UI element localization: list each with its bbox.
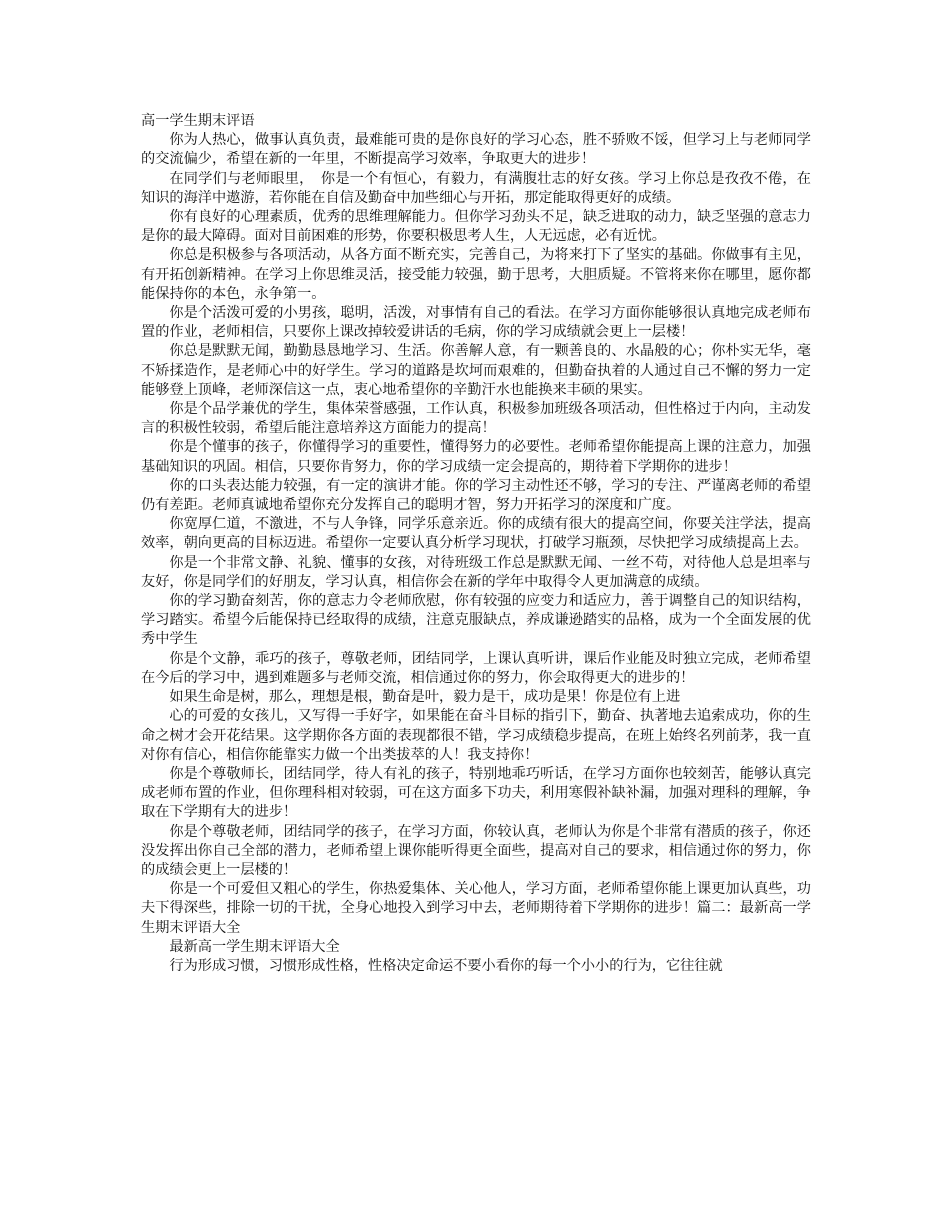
comment-paragraph: 在同学们与老师眼里， 你是一个有恒心，有毅力，有满腹壮志的好女孩。学习上你总是孜孜不倦，在知识的海洋中遨游，若你能在自信及勤奋中加些细心与开拓，那定能取得更好的成绩。	[141, 170, 811, 206]
comment-paragraph: 你是个品学兼优的学生，集体荣誉感强，工作认真，积极参加班级各项活动，但性格过于内向，主动发言的积极性较弱，希望后能注意培养这方面能力的提高！	[141, 401, 811, 437]
comment-paragraph: 你总是默默无闻，勤勤恳恳地学习、生活。你善解人意，有一颗善良的、水晶般的心；你朴实无华，毫不矫揉造作，是老师心中的好学生。学习的道路是坎坷而艰难的，但勤奋执着的人通过自己不懈的努力一定能够登上顶峰，老师深信这一点，衷心地希望你的辛勤汗水也能换来丰硕的果实。	[141, 343, 811, 398]
comment-paragraph: 如果生命是树，那么，理想是根，勤奋是叶，毅力是干，成功是果！你是位有上进	[169, 689, 681, 706]
comment-paragraph: 你是个文静，乖巧的孩子，尊敬老师，团结同学，上课认真听讲，课后作业能及时独立完成，老师希望在今后的学习中，遇到难题多与老师交流，相信通过你的努力，你会取得更大的进步的！	[141, 650, 811, 686]
comment-paragraph: 你总是积极参与各项活动，从各方面不断充实，完善自己，为将来打下了坚实的基础。你做事有主见，有开拓创新精神。在学习上你思维灵活，接受能力较强，勤于思考，大胆质疑。不管将来你在哪里，愿你都能保持你的本色，永争第一。	[141, 247, 811, 302]
comment-paragraph: 你是个活泼可爱的小男孩，聪明，活泼，对事情有自己的看法。在学习方面你能够很认真地完成老师布置的作业，老师相信，只要你上课改掉较爱讲话的毛病，你的学习成绩就会更上一层楼！	[141, 305, 811, 341]
comment-paragraph: 心的可爱的女孩儿，又写得一手好字，如果能在奋斗目标的指引下，勤奋、执著地去追索成功，你的生命之树才会开花结果。这学期你各方面的表现都很不错，学习成绩稳步提高，在班上始终名列前茅，我一直对你有信心，相信你能靠实力做一个出类拔萃的人！我支持你！	[141, 708, 811, 763]
document-page	[141, 112, 811, 976]
comment-paragraph: 你的口头表达能力较强，有一定的演讲才能。你的学习主动性还不够，学习的专注、严谨离老师的希望仍有差距。老师真诚地希望你充分发挥自己的聪明才智，努力开拓学习的深度和广度。	[141, 477, 811, 514]
document-title: 高一学生期末评语	[141, 113, 255, 129]
comment-paragraph: 你是一个可爱但又粗心的学生，你热爱集体、关心他人，学习方面，老师希望你能上课更加认真些，功夫下得深些，排除一切的干扰，全身心地投入到学习中去，老师期待着下学期你的进步！篇二：最新高一学生期末评语大全	[141, 881, 811, 936]
comment-paragraph: 你是个尊敬老师，团结同学的孩子，在学习方面，你较认真，老师认为你是个非常有潜质的孩子，你还没发挥出你自己全部的潜力，老师希望上课你能听得更全面些，提高对自己的要求，相信通过你的努力，你的成绩会更上一层楼的！	[141, 823, 811, 878]
comment-paragraph: 你为人热心，做事认真负责，最难能可贵的是你良好的学习心态，胜不骄败不馁，但学习上与老师同学的交流偏少，希望在新的一年里，不断提高学习效率，争取更大的进步！	[141, 132, 811, 168]
comment-paragraph: 你是个尊敬师长，团结同学，待人有礼的孩子，特别地乖巧听话，在学习方面你也较刻苦，能够认真完成老师布置的作业，但你理科相对较弱，可在这方面多下功夫，利用寒假补缺补漏，加强对理科的理解，争取在下学期有大的进步！	[141, 765, 811, 821]
comment-paragraph: 你宽厚仁道，不激进，不与人争锋，同学乐意亲近。你的成绩有很大的提高空间，你要关注学法，提高效率，朝向更高的目标迈进。希望你一定要认真分析学习现状，打破学习瓶颈，尽快把学习成绩提高上去。	[141, 516, 811, 552]
comment-paragraph: 你有良好的心理素质，优秀的思维理解能力。但你学习劲头不足，缺乏进取的动力，缺乏坚强的意志力是你的最大障碍。面对目前困难的形势，你要积极思考人生，人无远虑，必有近忧。	[141, 209, 811, 245]
comment-paragraph: 你是一个非常文静、礼貌、懂事的女孩，对待班级工作总是默默无闻、一丝不苟，对待他人总是坦率与友好，你是同学们的好朋友，学习认真，相信你会在新的学年中取得令人更加满意的成绩。	[141, 554, 811, 590]
comment-paragraph: 行为形成习惯，习惯形成性格，性格决定命运不要小看你的每一个小小的行为，它往往就	[169, 957, 723, 974]
comment-paragraph: 你是个懂事的孩子，你懂得学习的重要性，懂得努力的必要性。老师希望你能提高上课的注意力，加强基础知识的巩固。相信，只要你肯努力，你的学习成绩一定会提高的，期待着下学期你的进步！	[141, 439, 811, 475]
section-heading: 最新高一学生期末评语大全	[169, 938, 340, 955]
comment-paragraph: 你的学习勤奋刻苦，你的意志力令老师欣慰，你有较强的应变力和适应力，善于调整自己的知识结构，学习踏实。希望今后能保持已经取得的成绩，注意克服缺点，养成谦逊踏实的品格，成为一个全面发展的优秀中学生	[141, 593, 811, 648]
